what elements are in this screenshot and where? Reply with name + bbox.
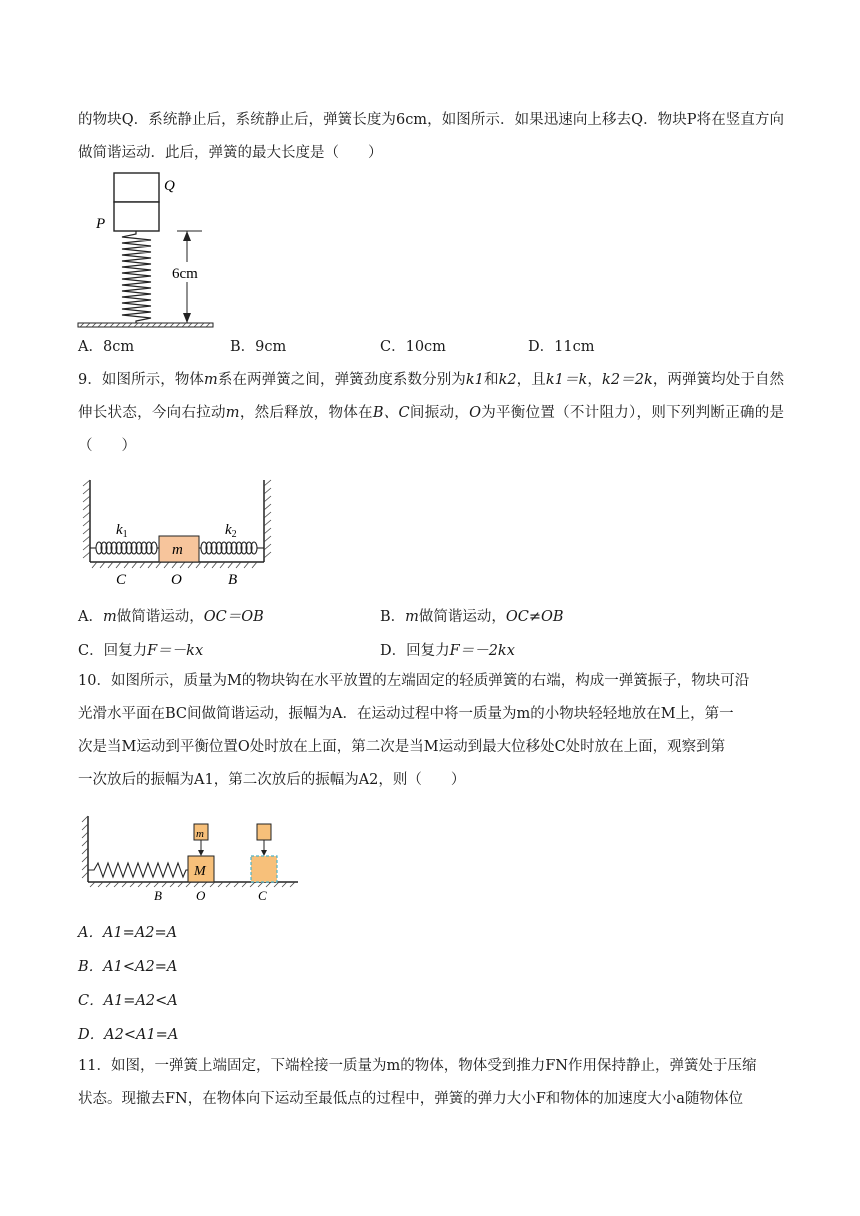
q10-option-c[interactable]: C．A1=A2<A [78,993,178,1009]
q8-stem: 的物块Q．系统静止后，系统静止后，弹簧长度为6cm，如图所示．如果迅速向上移去Q．物块P将在竖直方向做简谐运动．此后，弹簧的最大长度是（ ） [78,112,784,161]
label-m: m [196,828,204,840]
label-c: C [258,888,267,903]
q9-option-d[interactable]: D．回复力F＝－2kx [380,643,515,659]
block-q [114,173,159,202]
label-6cm: 6cm [172,266,198,282]
vertical-spring [122,231,151,323]
label-p: P [96,216,106,232]
q8-option-d[interactable]: D．11cm [528,339,595,355]
spring-k1 [90,542,159,554]
label-q: Q [164,178,175,194]
dim-arrow-up [183,231,191,241]
block-m-second [257,824,271,840]
label-b: B [154,888,162,903]
q11-stem: 11．如图，一弹簧上端固定，下端栓接一质量为m的物体，物体受到推力FN作用保持静止，弹簧处于压缩 状态。现撤去FN，在物体向下运动至最低点的过程中，弹簧的弹力大小F和物体的加速度大小a随物体位 [78,1058,757,1107]
label-o: O [171,572,182,588]
q8-option-b[interactable]: B．9cm [230,339,287,355]
horizontal-spring [88,863,188,877]
q9-figure [78,476,278,588]
q10-figure [80,812,302,904]
label-o: O [196,888,206,903]
label-m: m [172,542,183,558]
dim-arrow-down [183,313,191,323]
q8-figure [74,170,219,330]
block-p [114,202,159,231]
label-b: B [228,572,238,588]
label-c: C [116,572,127,588]
block-M-at-c [251,856,277,882]
label-k2: $k_2$ [225,522,237,540]
q10-stem: 10．如图所示，质量为M的物块钩在水平放置的左端固定的轻质弹簧的右端，构成一弹簧振子，物块可沿 光滑水平面在BC间做简谐运动，振幅为A．在运动过程中将一质量为m的小物块轻轻地放在M上，第一 次是当M运动到平衡位置O处时放在上面，第二次是当M运动到最大位移处C处时放在上面，观察到第 一次放后的振幅为A1，第二次放后的振幅为A2，则（ ） [78,673,750,788]
q10-option-a[interactable]: A．A1=A2=A [78,925,178,941]
right-wall-hatch [264,480,271,558]
spring-k2 [199,542,264,554]
q9-option-b[interactable]: B．m做简谐运动，OC≠OB [380,609,564,625]
q9-option-a[interactable]: A．m做简谐运动，OC＝OB [78,609,264,625]
q10-option-d[interactable]: D．A2<A1=A [78,1027,179,1043]
q9-stem: 9．如图所示，物体m系在两弹簧之间，弹簧劲度系数分别为k1和k2，且k1＝k，k2＝2k，两弹簧均处于自然伸长状态，今向右拉动m，然后释放，物体在B、C间振动，O为平衡位置（不计阻力），则下列判断正确的是（ ） [78,372,785,454]
q8-option-a[interactable]: A．8cm [78,339,135,355]
label-k1: $k_1$ [116,522,128,540]
wall-hatch [82,816,88,878]
label-M: M [194,864,206,879]
floor-hatch [92,562,257,568]
left-wall-hatch [83,480,90,558]
q9-option-c[interactable]: C．回复力F＝－kx [78,643,204,659]
q8-option-c[interactable]: C．10cm [380,339,446,355]
q10-option-b[interactable]: B．A1<A2=A [78,959,178,975]
